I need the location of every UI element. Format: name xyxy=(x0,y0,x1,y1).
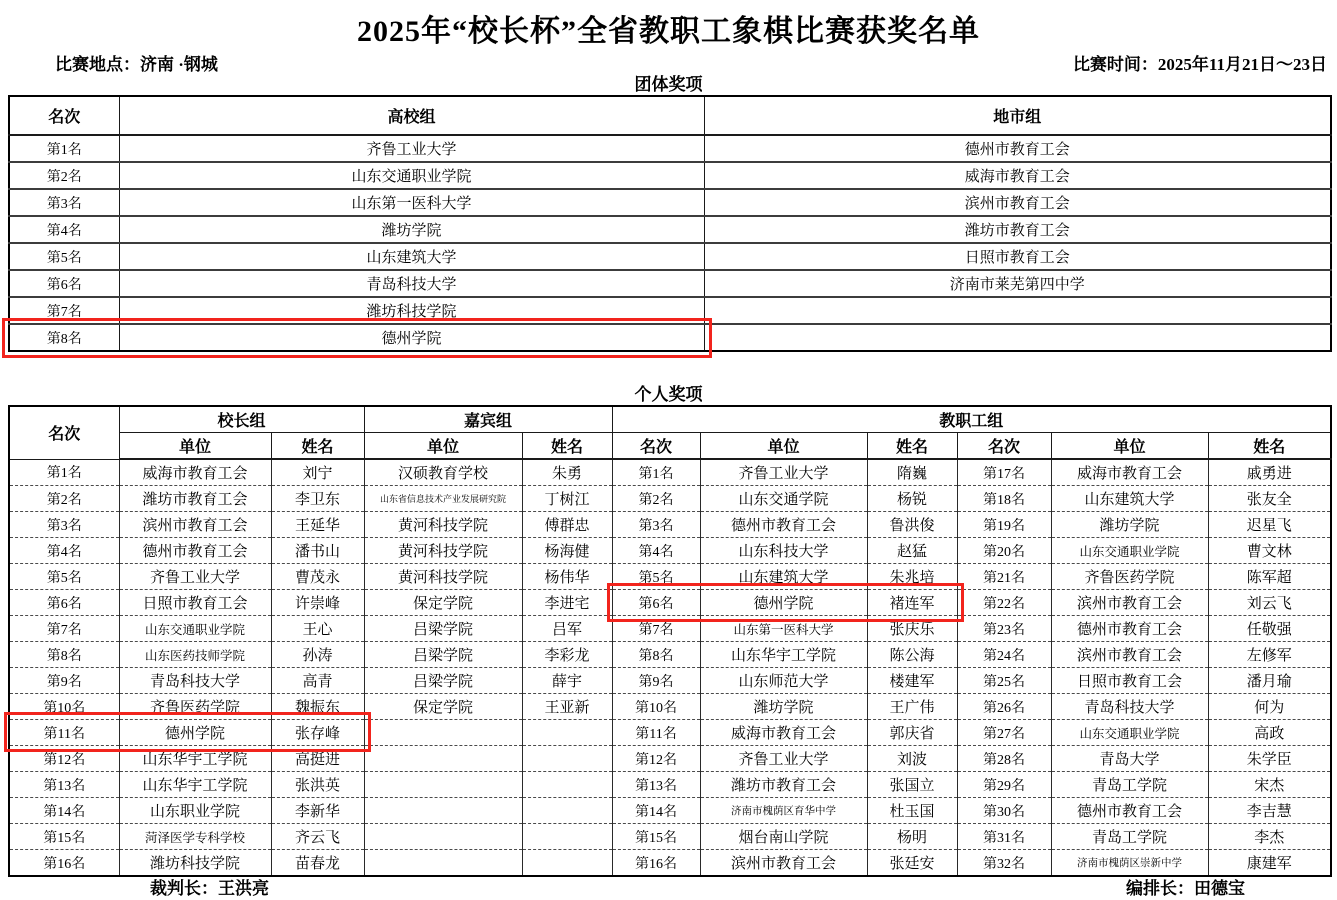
individual-column-header: 姓名 xyxy=(522,433,612,460)
name-cell: 李杰 xyxy=(1208,824,1331,850)
name-cell: 刘宁 xyxy=(271,459,364,486)
unit-cell: 青岛科技大学 xyxy=(119,668,271,694)
chief-arranger-label: 编排长：田德宝 xyxy=(1126,879,1245,898)
team-awards-heading: 团体奖项 xyxy=(634,75,703,94)
individual-awards-heading: 个人奖项 xyxy=(634,385,703,404)
individual-column-header: 姓名 xyxy=(867,433,957,460)
unit-cell: 山东华宇工学院 xyxy=(119,746,271,772)
name-cell: 张廷安 xyxy=(867,850,957,877)
name-cell xyxy=(522,850,612,877)
unit-cell: 齐鲁医药学院 xyxy=(119,694,271,720)
city-cell: 日照市教育工会 xyxy=(704,243,1331,270)
rank-cell: 第11名 xyxy=(612,720,700,746)
table-row xyxy=(9,668,1331,694)
unit-cell: 济南市槐荫区崇新中学 xyxy=(1051,850,1208,877)
table-row xyxy=(9,512,1331,538)
unit-cell: 潍坊市教育工会 xyxy=(700,772,867,798)
rank-cell: 第2名 xyxy=(612,486,700,512)
unit-cell: 山东交通职业学院 xyxy=(119,616,271,642)
name-cell: 潘书山 xyxy=(271,538,364,564)
city-cell: 潍坊市教育工会 xyxy=(704,216,1331,243)
name-cell: 隋巍 xyxy=(867,459,957,486)
rank-cell: 第25名 xyxy=(957,668,1051,694)
table-row xyxy=(9,616,1331,642)
name-cell: 许崇峰 xyxy=(271,590,364,616)
name-cell: 王心 xyxy=(271,616,364,642)
unit-cell: 汉硕教育学校 xyxy=(364,459,522,486)
city-cell: 滨州市教育工会 xyxy=(704,189,1331,216)
rank-cell: 第3名 xyxy=(612,512,700,538)
unit-cell xyxy=(364,772,522,798)
table-row xyxy=(9,694,1331,720)
name-cell: 杜玉国 xyxy=(867,798,957,824)
individual-column-header: 单位 xyxy=(700,433,867,460)
name-cell: 张洪英 xyxy=(271,772,364,798)
unit-cell: 德州市教育工会 xyxy=(119,538,271,564)
rank-cell: 第27名 xyxy=(957,720,1051,746)
rank-cell: 第16名 xyxy=(9,850,119,877)
competition-time-label: 比赛时间：2025年11月21日～23日 xyxy=(1072,55,1327,74)
university-cell: 齐鲁工业大学 xyxy=(119,135,704,162)
name-cell: 迟星飞 xyxy=(1208,512,1331,538)
table-row xyxy=(9,243,1331,270)
rank-cell: 第15名 xyxy=(9,824,119,850)
university-cell: 潍坊学院 xyxy=(119,216,704,243)
city-cell: 威海市教育工会 xyxy=(704,162,1331,189)
name-cell: 傅群忠 xyxy=(522,512,612,538)
name-cell: 任敬强 xyxy=(1208,616,1331,642)
table-row xyxy=(9,459,1331,486)
unit-cell xyxy=(364,850,522,877)
rank-cell: 第2名 xyxy=(9,486,119,512)
name-cell: 何为 xyxy=(1208,694,1331,720)
unit-cell: 滨州市教育工会 xyxy=(1051,642,1208,668)
name-cell: 苗春龙 xyxy=(271,850,364,877)
table-row xyxy=(9,746,1331,772)
rank-cell: 第14名 xyxy=(9,798,119,824)
team-header-row xyxy=(9,96,1331,135)
table-row xyxy=(9,216,1331,243)
university-cell: 德州学院 xyxy=(119,324,704,351)
unit-cell: 山东华宇工学院 xyxy=(119,772,271,798)
rank-cell: 第1名 xyxy=(9,135,119,162)
name-cell: 郭庆省 xyxy=(867,720,957,746)
unit-cell: 山东交通职业学院 xyxy=(1051,538,1208,564)
table-row xyxy=(9,270,1331,297)
university-cell: 潍坊科技学院 xyxy=(119,297,704,324)
rank-cell: 第12名 xyxy=(612,746,700,772)
name-cell xyxy=(522,772,612,798)
unit-cell: 威海市教育工会 xyxy=(1051,459,1208,486)
name-cell: 高青 xyxy=(271,668,364,694)
table-row xyxy=(9,798,1331,824)
rank-cell: 第5名 xyxy=(612,564,700,590)
unit-cell: 黄河科技学院 xyxy=(364,538,522,564)
chief-referee-label: 裁判长：王洪亮 xyxy=(150,879,269,898)
unit-cell: 黄河科技学院 xyxy=(364,564,522,590)
unit-cell: 山东医药技师学院 xyxy=(119,642,271,668)
rank-cell: 第2名 xyxy=(9,162,119,189)
name-cell: 高挺进 xyxy=(271,746,364,772)
unit-cell: 黄河科技学院 xyxy=(364,512,522,538)
rank-cell: 第17名 xyxy=(957,459,1051,486)
unit-cell: 青岛大学 xyxy=(1051,746,1208,772)
unit-cell: 潍坊学院 xyxy=(1051,512,1208,538)
unit-cell: 吕梁学院 xyxy=(364,616,522,642)
name-cell: 孙涛 xyxy=(271,642,364,668)
rank-cell: 第32名 xyxy=(957,850,1051,877)
unit-cell: 潍坊市教育工会 xyxy=(119,486,271,512)
unit-cell: 滨州市教育工会 xyxy=(119,512,271,538)
unit-cell: 烟台南山学院 xyxy=(700,824,867,850)
rank-cell: 第8名 xyxy=(612,642,700,668)
table-row xyxy=(9,135,1331,162)
name-cell xyxy=(522,798,612,824)
table-row xyxy=(9,590,1331,616)
unit-cell: 菏泽医学专科学校 xyxy=(119,824,271,850)
unit-cell: 山东第一医科大学 xyxy=(700,616,867,642)
unit-cell: 德州市教育工会 xyxy=(1051,798,1208,824)
unit-cell: 滨州市教育工会 xyxy=(700,850,867,877)
name-cell: 李新华 xyxy=(271,798,364,824)
name-cell: 薛宇 xyxy=(522,668,612,694)
unit-cell: 德州市教育工会 xyxy=(1051,616,1208,642)
name-cell: 刘波 xyxy=(867,746,957,772)
rank-cell: 第18名 xyxy=(957,486,1051,512)
rank-cell: 第15名 xyxy=(612,824,700,850)
rank-cell: 第7名 xyxy=(612,616,700,642)
unit-cell: 保定学院 xyxy=(364,694,522,720)
team-table-body xyxy=(9,135,1331,351)
rank-cell: 第16名 xyxy=(612,850,700,877)
name-cell: 杨明 xyxy=(867,824,957,850)
city-cell xyxy=(704,297,1331,324)
table-row xyxy=(9,642,1331,668)
name-cell: 吕军 xyxy=(522,616,612,642)
unit-cell: 日照市教育工会 xyxy=(1051,668,1208,694)
rank-cell: 第22名 xyxy=(957,590,1051,616)
name-cell: 朱兆培 xyxy=(867,564,957,590)
rank-cell: 第4名 xyxy=(612,538,700,564)
name-cell: 李彩龙 xyxy=(522,642,612,668)
unit-cell xyxy=(364,798,522,824)
table-row xyxy=(9,720,1331,746)
rank-cell: 第5名 xyxy=(9,243,119,270)
name-cell: 齐云飞 xyxy=(271,824,364,850)
individual-column-header: 单位 xyxy=(364,433,522,460)
name-cell: 张庆乐 xyxy=(867,616,957,642)
rank-cell: 第29名 xyxy=(957,772,1051,798)
city-cell: 济南市莱芜第四中学 xyxy=(704,270,1331,297)
rank-cell: 第30名 xyxy=(957,798,1051,824)
individual-column-header: 姓名 xyxy=(271,433,364,460)
rank-cell: 第1名 xyxy=(612,459,700,486)
individual-column-header: 名次 xyxy=(612,433,700,460)
unit-cell: 青岛工学院 xyxy=(1051,824,1208,850)
rank-cell: 第19名 xyxy=(957,512,1051,538)
name-cell: 曹茂永 xyxy=(271,564,364,590)
unit-cell: 山东职业学院 xyxy=(119,798,271,824)
name-cell: 杨伟华 xyxy=(522,564,612,590)
name-cell: 张友全 xyxy=(1208,486,1331,512)
name-cell: 魏振东 xyxy=(271,694,364,720)
name-cell xyxy=(522,824,612,850)
name-cell: 康建军 xyxy=(1208,850,1331,877)
team-column-header: 名次 xyxy=(9,96,119,135)
rank-cell: 第8名 xyxy=(9,324,119,351)
name-cell: 张存峰 xyxy=(271,720,364,746)
unit-cell: 齐鲁医药学院 xyxy=(1051,564,1208,590)
unit-cell: 山东华宇工学院 xyxy=(700,642,867,668)
unit-cell: 山东省信息技术产业发展研究院 xyxy=(364,486,522,512)
city-cell xyxy=(704,324,1331,351)
rank-cell: 第6名 xyxy=(612,590,700,616)
individual-table-body xyxy=(9,459,1331,876)
name-cell xyxy=(522,746,612,772)
unit-cell xyxy=(364,746,522,772)
rank-cell: 第4名 xyxy=(9,216,119,243)
name-cell: 褚连军 xyxy=(867,590,957,616)
rank-cell: 第13名 xyxy=(9,772,119,798)
individual-column-header: 姓名 xyxy=(1208,433,1331,460)
name-cell: 王延华 xyxy=(271,512,364,538)
unit-cell: 青岛科技大学 xyxy=(1051,694,1208,720)
university-cell: 山东交通职业学院 xyxy=(119,162,704,189)
rank-cell: 第6名 xyxy=(9,590,119,616)
unit-cell: 德州市教育工会 xyxy=(700,512,867,538)
name-cell xyxy=(522,720,612,746)
unit-cell: 山东交通职业学院 xyxy=(1051,720,1208,746)
unit-cell: 山东建筑大学 xyxy=(1051,486,1208,512)
rank-cell: 第10名 xyxy=(9,694,119,720)
principal-group-header: 校长组 xyxy=(119,406,364,433)
university-cell: 山东第一医科大学 xyxy=(119,189,704,216)
unit-cell: 山东科技大学 xyxy=(700,538,867,564)
name-cell: 杨锐 xyxy=(867,486,957,512)
rank-cell: 第10名 xyxy=(612,694,700,720)
staff-group-header: 教职工组 xyxy=(612,406,1331,433)
rank-cell: 第20名 xyxy=(957,538,1051,564)
table-row xyxy=(9,564,1331,590)
name-cell: 陈公海 xyxy=(867,642,957,668)
rank-cell: 第13名 xyxy=(612,772,700,798)
name-cell: 陈军超 xyxy=(1208,564,1331,590)
unit-cell xyxy=(364,824,522,850)
name-cell: 李吉慧 xyxy=(1208,798,1331,824)
name-cell: 潘月瑜 xyxy=(1208,668,1331,694)
rank-cell: 第9名 xyxy=(9,668,119,694)
unit-cell: 德州学院 xyxy=(700,590,867,616)
unit-cell: 吕梁学院 xyxy=(364,668,522,694)
unit-cell: 山东师范大学 xyxy=(700,668,867,694)
unit-cell: 滨州市教育工会 xyxy=(1051,590,1208,616)
unit-cell xyxy=(364,720,522,746)
individual-group-header-row xyxy=(9,406,1331,433)
name-cell: 杨海健 xyxy=(522,538,612,564)
team-column-header: 高校组 xyxy=(119,96,704,135)
individual-awards-table xyxy=(8,405,1332,877)
unit-cell: 潍坊学院 xyxy=(700,694,867,720)
table-row xyxy=(9,189,1331,216)
unit-cell: 山东建筑大学 xyxy=(700,564,867,590)
name-cell: 楼建军 xyxy=(867,668,957,694)
rank-cell: 第28名 xyxy=(957,746,1051,772)
name-cell: 丁树江 xyxy=(522,486,612,512)
rank-cell: 第26名 xyxy=(957,694,1051,720)
rank-cell: 第12名 xyxy=(9,746,119,772)
unit-cell: 齐鲁工业大学 xyxy=(700,459,867,486)
city-cell: 德州市教育工会 xyxy=(704,135,1331,162)
rank-cell: 第7名 xyxy=(9,616,119,642)
team-column-header: 地市组 xyxy=(704,96,1331,135)
unit-cell: 威海市教育工会 xyxy=(119,459,271,486)
table-row xyxy=(9,538,1331,564)
rank-cell: 第4名 xyxy=(9,538,119,564)
individual-column-header: 名次 xyxy=(957,433,1051,460)
table-row xyxy=(9,824,1331,850)
page-title: 2025年“校长杯”全省教职工象棋比赛获奖名单 xyxy=(357,15,980,48)
individual-sub-header-row xyxy=(9,433,1331,460)
name-cell: 王广伟 xyxy=(867,694,957,720)
individual-column-header: 单位 xyxy=(1051,433,1208,460)
name-cell: 李卫东 xyxy=(271,486,364,512)
unit-cell: 威海市教育工会 xyxy=(700,720,867,746)
unit-cell: 潍坊科技学院 xyxy=(119,850,271,877)
rank-cell: 第5名 xyxy=(9,564,119,590)
rank-cell: 第1名 xyxy=(9,459,119,486)
name-cell: 宋杰 xyxy=(1208,772,1331,798)
rank-cell: 第11名 xyxy=(9,720,119,746)
rank-cell: 第21名 xyxy=(957,564,1051,590)
table-row xyxy=(9,850,1331,877)
rank-cell: 第6名 xyxy=(9,270,119,297)
rank-cell: 第31名 xyxy=(957,824,1051,850)
unit-cell: 济南市槐荫区育华中学 xyxy=(700,798,867,824)
unit-cell: 齐鲁工业大学 xyxy=(700,746,867,772)
rank-column-header: 名次 xyxy=(9,406,119,459)
name-cell: 朱学臣 xyxy=(1208,746,1331,772)
name-cell: 朱勇 xyxy=(522,459,612,486)
name-cell: 高政 xyxy=(1208,720,1331,746)
individual-column-header: 单位 xyxy=(119,433,271,460)
unit-cell: 保定学院 xyxy=(364,590,522,616)
unit-cell: 青岛工学院 xyxy=(1051,772,1208,798)
competition-location-label: 比赛地点：济南 ·钢城 xyxy=(55,55,218,74)
rank-cell: 第24名 xyxy=(957,642,1051,668)
university-cell: 山东建筑大学 xyxy=(119,243,704,270)
table-row xyxy=(9,772,1331,798)
footer-row xyxy=(150,874,1245,899)
rank-cell: 第3名 xyxy=(9,189,119,216)
university-cell: 青岛科技大学 xyxy=(119,270,704,297)
unit-cell: 山东交通学院 xyxy=(700,486,867,512)
table-row xyxy=(9,486,1331,512)
name-cell: 戚勇进 xyxy=(1208,459,1331,486)
team-awards-table xyxy=(8,95,1332,352)
unit-cell: 齐鲁工业大学 xyxy=(119,564,271,590)
rank-cell: 第3名 xyxy=(9,512,119,538)
table-row xyxy=(9,162,1331,189)
name-cell: 赵猛 xyxy=(867,538,957,564)
table-row xyxy=(9,324,1331,351)
rank-cell: 第23名 xyxy=(957,616,1051,642)
name-cell: 鲁洪俊 xyxy=(867,512,957,538)
guest-group-header: 嘉宾组 xyxy=(364,406,612,433)
name-cell: 曹文林 xyxy=(1208,538,1331,564)
table-row xyxy=(9,297,1331,324)
name-cell: 王亚新 xyxy=(522,694,612,720)
name-cell: 张国立 xyxy=(867,772,957,798)
rank-cell: 第7名 xyxy=(9,297,119,324)
name-cell: 左修军 xyxy=(1208,642,1331,668)
rank-cell: 第8名 xyxy=(9,642,119,668)
rank-cell: 第14名 xyxy=(612,798,700,824)
unit-cell: 德州学院 xyxy=(119,720,271,746)
name-cell: 刘云飞 xyxy=(1208,590,1331,616)
rank-cell: 第9名 xyxy=(612,668,700,694)
unit-cell: 吕梁学院 xyxy=(364,642,522,668)
name-cell: 李进宅 xyxy=(522,590,612,616)
unit-cell: 日照市教育工会 xyxy=(119,590,271,616)
